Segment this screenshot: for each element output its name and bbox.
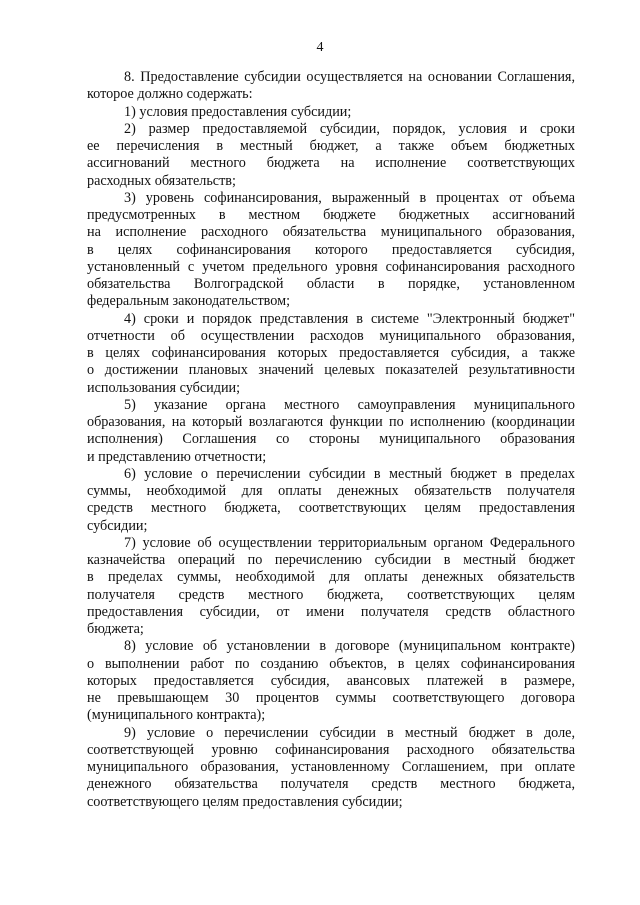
text-line: казначейства операций по перечислению субсидии в местный бюджет <box>87 552 575 568</box>
text-line: установленный с учетом предельного уровня софинансирования расходного <box>87 258 575 275</box>
text-line: федеральным законодательством; <box>87 293 291 310</box>
text-line: 6) условие о перечислении субсидии в местный бюджет в пределах <box>124 465 575 482</box>
text-line: 7) условие об осуществлении территориальным органом Федерального <box>124 534 575 551</box>
paragraph <box>87 725 575 811</box>
text-line: денежного обязательства получателя средств местного бюджета, <box>87 776 575 793</box>
text-line: соответствующей уровню софинансирования расходного обязательства <box>87 741 575 758</box>
text-line: 4) сроки и порядок представления в системе "Электронный бюджет" <box>124 310 575 327</box>
text-line: соответствующего целям предоставления субсидии; <box>87 793 403 810</box>
paragraph <box>87 638 575 724</box>
text-line: в пределах суммы, необходимой для оплаты денежных обязательств <box>87 569 575 586</box>
text-line: о выполнении работ по созданию объектов, в целях софинансирования <box>87 655 575 672</box>
paragraph <box>87 190 575 311</box>
text-line: суммы, необходимой для оплаты денежных обязательств получателя <box>87 483 575 499</box>
text-line: 8. Предоставление субсидии осуществляется на основании Соглашения, <box>124 69 575 85</box>
text-line: получателя средств местного бюджета, соответствующих целям <box>87 586 575 603</box>
page-number: 4 <box>316 40 324 55</box>
text-line: в целях софинансирования которых предоставляется субсидия, а также <box>87 345 575 361</box>
text-line: и представлению отчетности; <box>87 448 267 465</box>
text-line: ассигнований местного бюджета на исполнение соответствующих <box>87 155 575 172</box>
text-line: ее перечисления в местный бюджет, а также объем бюджетных <box>87 138 575 154</box>
paragraph <box>87 69 575 104</box>
text-line: 2) размер предоставляемой субсидии, порядок, условия и сроки <box>124 120 575 137</box>
paragraph <box>87 121 575 190</box>
text-line: расходных обязательств; <box>87 172 236 189</box>
text-line: в целях софинансирования которого предоставляется субсидия, <box>87 241 575 258</box>
paragraph <box>87 397 575 466</box>
text-line: образования, на который возлагаются функции по исполнению (координации <box>87 414 575 430</box>
text-line: которых предоставляется субсидия, авансовых платежей в размере, <box>87 672 575 689</box>
text-line: бюджета; <box>87 621 144 637</box>
text-line: предусмотренных в местном бюджете бюджетных ассигнований <box>87 207 575 223</box>
paragraph <box>87 466 575 535</box>
text-line: предоставления субсидии, от имени получателя средств областного <box>87 603 575 620</box>
text-line: обязательства Волгоградской области в порядке, установленном <box>87 276 575 292</box>
paragraph <box>87 535 575 639</box>
paragraph <box>87 104 575 121</box>
text-line: 1) условия предоставления субсидии; <box>124 103 352 120</box>
text-line: о достижении плановых значений целевых показателей результативности <box>87 362 575 379</box>
text-line: 9) условие о перечислении субсидии в местный бюджет в доле, <box>124 724 575 741</box>
text-line: субсидии; <box>87 517 148 534</box>
document-body <box>87 69 575 811</box>
text-line: 8) условие об установлении в договоре (муниципальном контракте) <box>124 638 575 655</box>
text-line: (муниципального контракта); <box>87 707 266 724</box>
text-line: муниципального образования, установленному Соглашением, при оплате <box>87 759 575 775</box>
text-line: на исполнение расходного обязательства муниципального образования, <box>87 224 575 241</box>
text-line: использования субсидии; <box>87 379 241 396</box>
text-line: средств местного бюджета, соответствующих целям предоставления <box>87 500 575 517</box>
text-line: которое должно содержать: <box>87 86 253 103</box>
text-line: исполнения) Соглашения со стороны муниципального образования <box>87 431 575 448</box>
text-line: 5) указание органа местного самоуправления муниципального <box>124 396 575 413</box>
text-line: 3) уровень софинансирования, выраженный в процентах от объема <box>124 189 575 206</box>
text-line: отчетности об осуществлении расходов муниципального образования, <box>87 327 575 344</box>
text-line: не превышающем 30 процентов суммы соответствующего договора <box>87 690 575 706</box>
paragraph <box>87 311 575 397</box>
